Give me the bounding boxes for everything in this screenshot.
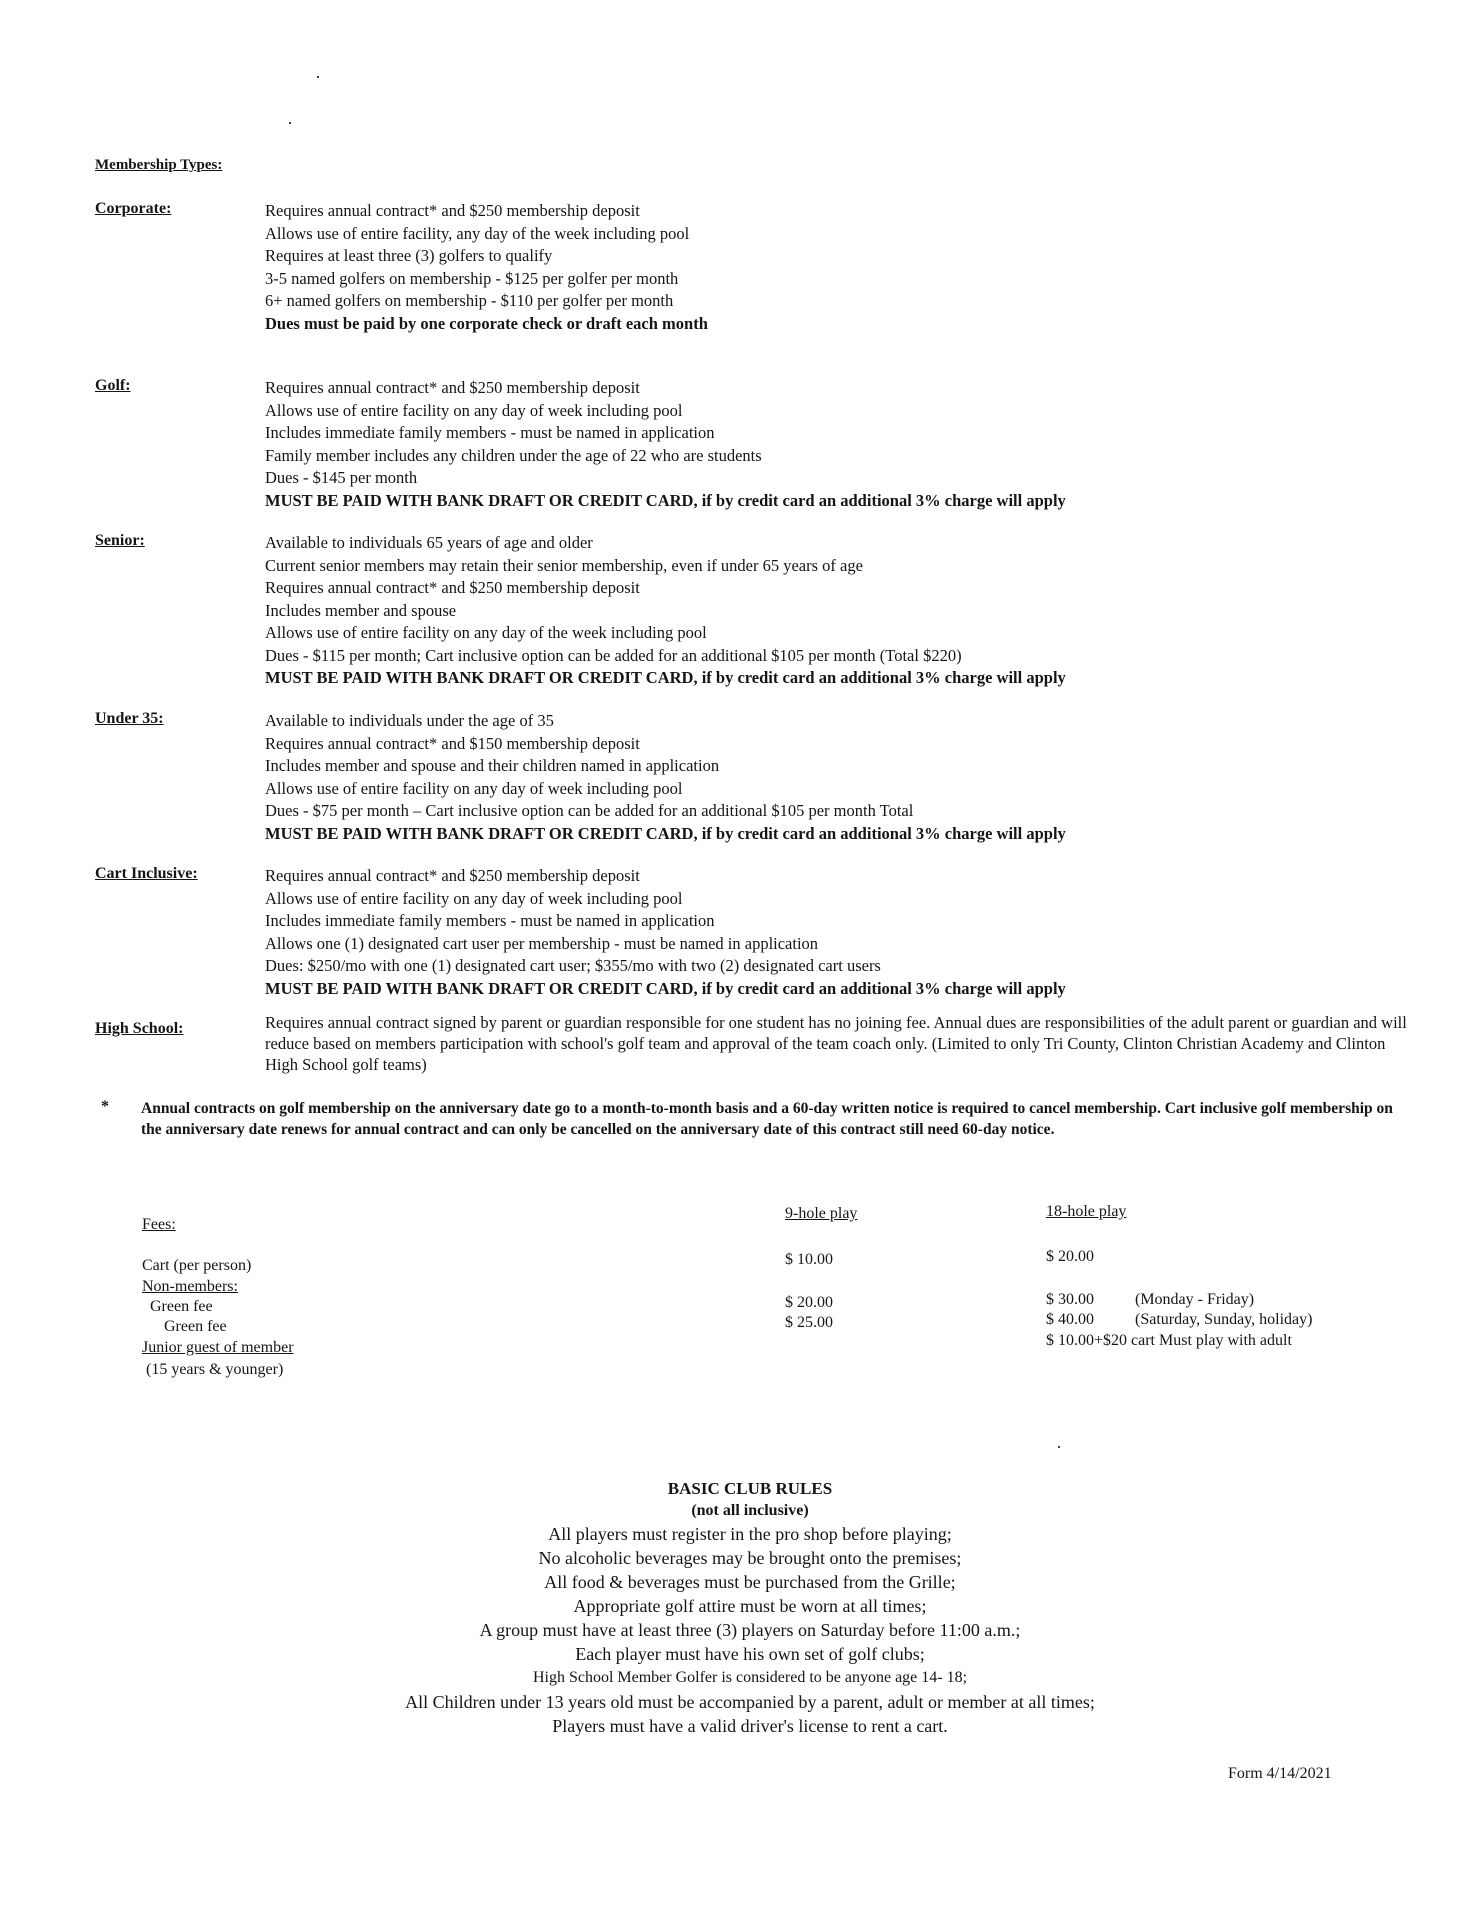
form-date: Form 4/14/2021 [1228, 1765, 1332, 1782]
fees-green-18-weekend-note: (Saturday, Sunday, holiday) [1135, 1311, 1313, 1328]
footnote-text: Annual contracts on golf membership on the anniversary date go to a month-to-month basis and a 60-day written notice is required to cancel membership. Cart inclusive golf membership on the anniversary date renews for annual contract and can only be cancelled on the anniversary date of this contract still need 60-day notice. [141, 1100, 1393, 1138]
section-line: Includes immediate family members - must be named in application [265, 423, 715, 442]
section-line: Allows one (1) designated cart user per membership - must be named in application [265, 933, 819, 953]
section-label: Senior: [95, 532, 145, 549]
rule-item: No alcoholic beverages may be brought onto the premises; [538, 1548, 962, 1568]
rule-item: High School Member Golfer is considered to be anyone age 14- 18; [532, 1669, 968, 1686]
rule-item: All Children under 13 years old must be accompanied by a parent, adult or member at all times; [405, 1692, 1095, 1712]
fees-cart-9: $ 10.00 [785, 1251, 833, 1268]
section-line: Dues must be paid by one corporate check or draft each month [265, 313, 708, 333]
rule-item: Each player must have his own set of golf clubs; [575, 1644, 925, 1664]
section-line: Includes member and spouse and their children named in application [265, 756, 720, 775]
fees-title: Fees: [142, 1216, 176, 1233]
fees-nonmembers-label: Non-members: [142, 1278, 238, 1295]
section-line: Current senior members may retain their senior membership, even if under 65 years of age [265, 555, 863, 575]
fees-green-9-weekday: $ 20.00 [785, 1294, 833, 1311]
section-line: Allows use of entire facility on any day of week including pool [265, 400, 683, 420]
section-line: Requires annual contract* and $150 membership deposit [265, 733, 640, 753]
footnote-marker: * [101, 1098, 109, 1115]
section-line: Allows use of entire facility on any day of the week including pool [265, 623, 707, 642]
fees-col-18-hole: 18-hole play [1046, 1203, 1127, 1220]
section-line: Allows use of entire facility on any day of week including pool [265, 778, 683, 798]
section-line: Dues - $145 per month [265, 468, 418, 487]
rule-item: All players must register in the pro shop before playing; [548, 1524, 952, 1544]
section-line: Available to individuals under the age of 35 [265, 711, 554, 730]
section-line: Requires annual contract* and $250 membership deposit [265, 378, 640, 397]
section-line: MUST BE PAID WITH BANK DRAFT OR CREDIT CARD, if by credit card an additional 3% charge will apply [265, 490, 1066, 510]
section-line: Requires at least three (3) golfers to qualify [265, 246, 553, 265]
section-label: Cart Inclusive: [95, 865, 198, 882]
section-line: Requires annual contract* and $250 membership deposit [265, 201, 640, 220]
fees-junior-label: Junior guest of member [142, 1339, 294, 1356]
section-line: Allows use of entire facility, any day of the week including pool [265, 223, 690, 243]
section-line: Requires annual contract* and $250 membership deposit [265, 578, 640, 597]
section-line: Allows use of entire facility on any day of week including pool [265, 888, 683, 908]
rule-item: Appropriate golf attire must be worn at all times; [573, 1596, 927, 1616]
section-line: Includes member and spouse [265, 600, 457, 620]
section-line: Dues: $250/mo with one (1) designated cart user; $355/mo with two (2) designated cart users [265, 956, 881, 975]
section-line: Dues - $75 per month – Cart inclusive option can be added for an additional $105 per month Total [265, 801, 914, 820]
section-line: Dues - $115 per month; Cart inclusive option can be added for an additional $105 per month (Total $220) [265, 645, 962, 665]
section-line: Requires annual contract signed by parent or guardian responsible for one student has no joining fee. Annual dues are responsibilities of the adult parent or guardian and will reduce based on members participation with school's golf team and approval of the team coach only. (Limited to only Tri County, Clinton Christian Academy and Clinton High School golf teams) [265, 1013, 1407, 1074]
club-rules [300, 1478, 1200, 1738]
section-line: Requires annual contract* and $250 membership deposit [265, 866, 640, 885]
scan-speck [317, 76, 319, 78]
fees-cart-label: Cart (per person) [142, 1257, 252, 1274]
fees-col-9-hole: 9-hole play [785, 1205, 858, 1222]
section-label: Corporate: [95, 200, 172, 217]
fees-green-18-weekday-note: (Monday - Friday) [1135, 1291, 1255, 1308]
rules-subtitle: (not all inclusive) [691, 1502, 809, 1519]
fees-junior-18: $ 10.00+$20 cart Must play with adult [1046, 1332, 1292, 1349]
rule-item: Players must have a valid driver's license to rent a cart. [552, 1716, 948, 1736]
rules-title: BASIC CLUB RULES [667, 1479, 833, 1498]
section-line: Available to individuals 65 years of age and older [265, 533, 593, 552]
section-line: 6+ named golfers on membership - $110 per golfer per month [265, 291, 674, 310]
section-line: Includes immediate family members - must be named in application [265, 911, 715, 930]
section-label: High School: [95, 1020, 184, 1037]
section-line: Family member includes any children under the age of 22 who are students [265, 445, 762, 465]
scan-speck [289, 122, 291, 124]
fees-green-9-weekend: $ 25.00 [785, 1314, 833, 1331]
section-line: MUST BE PAID WITH BANK DRAFT OR CREDIT CARD, if by credit card an additional 3% charge will apply [265, 823, 1066, 843]
fees-green-fee-label: Green fee [164, 1318, 227, 1335]
rule-item: A group must have at least three (3) players on Saturday before 11:00 a.m.; [479, 1620, 1021, 1640]
fees-junior-age: (15 years & younger) [146, 1361, 284, 1378]
section-label: Under 35: [95, 710, 164, 727]
fees-green-18-weekend: $ 40.00 [1046, 1311, 1094, 1328]
section-line: 3-5 named golfers on membership - $125 per golfer per month [265, 268, 679, 288]
fees-green-18-weekday: $ 30.00 [1046, 1291, 1094, 1308]
fees-cart-18: $ 20.00 [1046, 1248, 1094, 1265]
fees-green-fee-label: Green fee [150, 1298, 213, 1315]
section-line: MUST BE PAID WITH BANK DRAFT OR CREDIT CARD, if by credit card an additional 3% charge will apply [265, 668, 1066, 687]
section-line: MUST BE PAID WITH BANK DRAFT OR CREDIT CARD, if by credit card an additional 3% charge will apply [265, 978, 1066, 998]
section-label: Golf: [95, 377, 131, 394]
rule-item: All food & beverages must be purchased from the Grille; [544, 1572, 956, 1592]
membership-types-title: Membership Types: [95, 157, 223, 173]
scan-speck [1058, 1446, 1060, 1448]
